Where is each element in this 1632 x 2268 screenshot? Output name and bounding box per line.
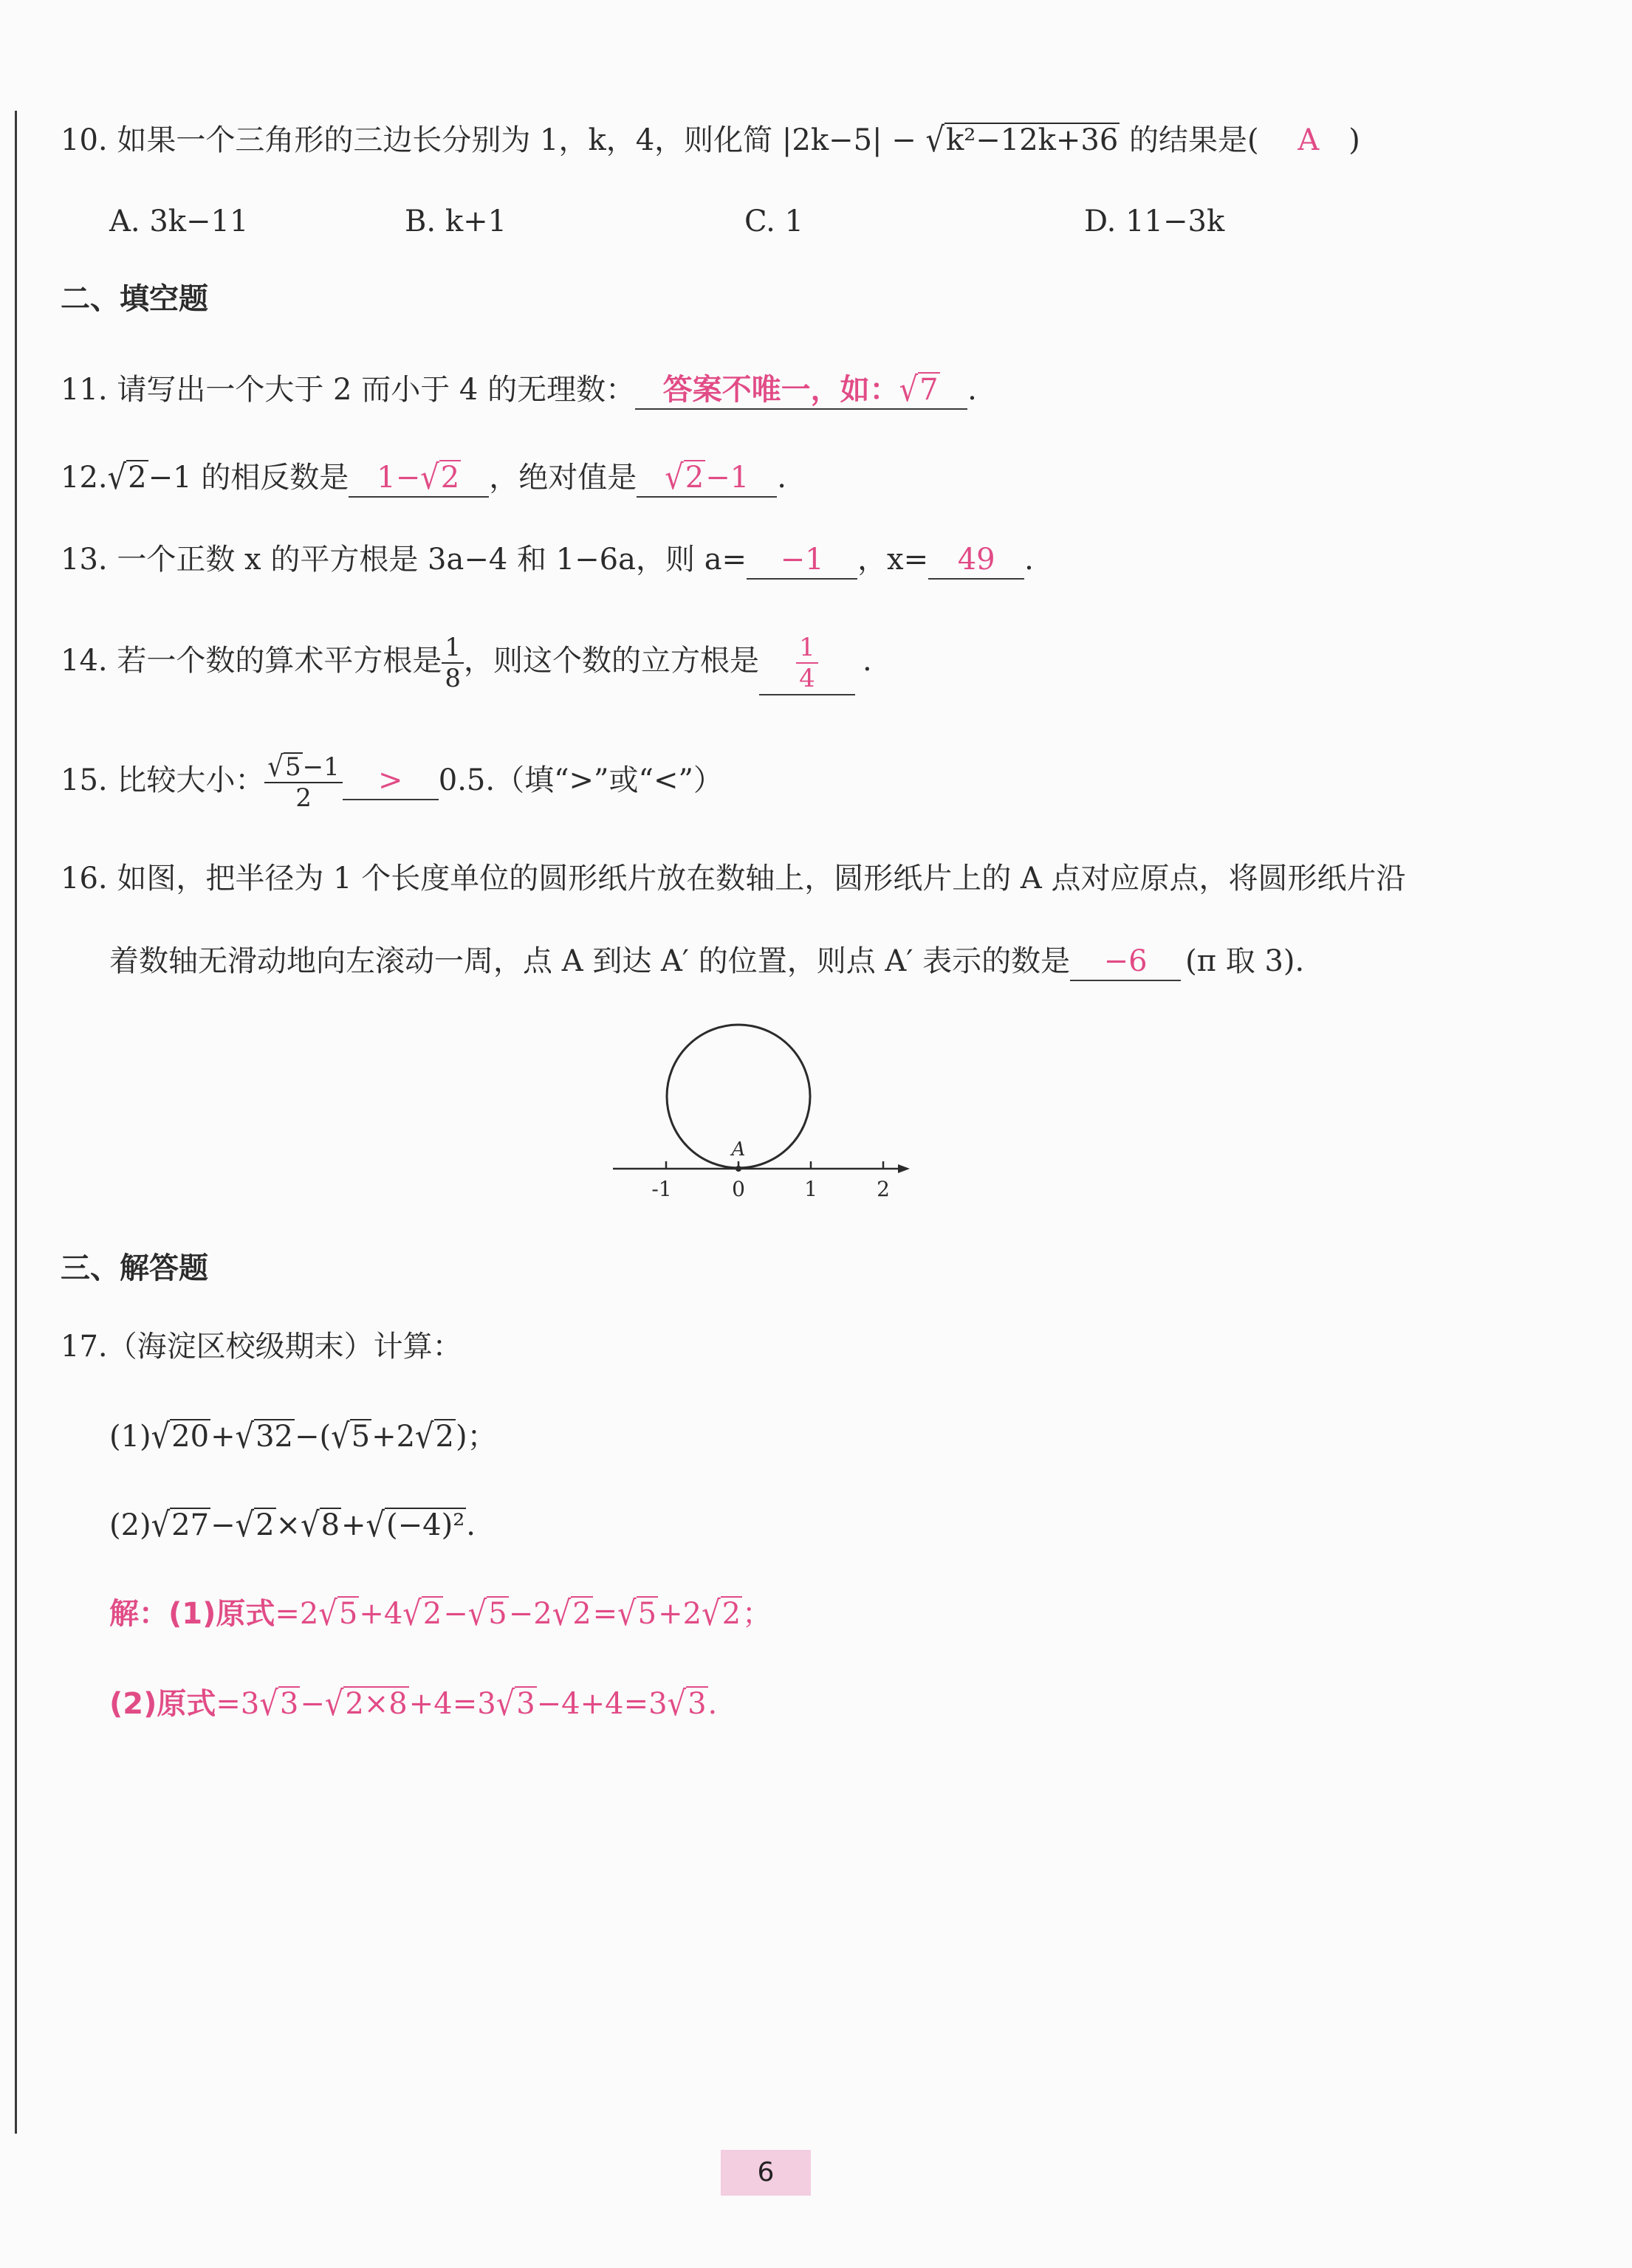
question-10: 10. 如果一个三角形的三边长分别为 1，k，4，则化简 |2k−5| − √k²−12k+36 的结果是( A ) bbox=[61, 120, 1360, 160]
point-a-label: A bbox=[731, 1138, 746, 1161]
point-a-dot bbox=[736, 1166, 741, 1172]
q17-solution-2: (2)原式=3√3−√2×8+4=3√3−4+4=3√3. bbox=[109, 1684, 718, 1724]
q16-blank: −6 bbox=[1070, 943, 1181, 981]
q14-blank: $\frac{1}{4}$ bbox=[759, 628, 855, 695]
question-11: 11. 请写出一个大于 2 而小于 4 的无理数： 答案不唯一，如：√7 . bbox=[61, 370, 977, 410]
q10-option-b: B. k+1 bbox=[405, 205, 507, 238]
q15-fraction: $\frac{√5-1}{2}$ bbox=[264, 752, 342, 813]
question-16-line-2: 着数轴无滑动地向左滚动一周，点 A 到达 A′ 的位置，则点 A′ 表示的数是 −6 (π 取 3). bbox=[109, 939, 1304, 983]
q12-blank-1: 1−√2 bbox=[349, 459, 489, 498]
section-3-title: 三、解答题 bbox=[61, 1251, 208, 1285]
question-12: 12.√2−1 的相反数是 1−√2 ，绝对值是 √2−1 . bbox=[61, 458, 786, 498]
question-17-stem: 17.（海淀区校级期末）计算： bbox=[61, 1330, 462, 1364]
tick-label-1: 1 bbox=[804, 1177, 817, 1201]
section-2-title: 二、填空题 bbox=[61, 282, 208, 316]
q13-blank-a: −1 bbox=[747, 541, 857, 580]
q15-blank: > bbox=[343, 762, 439, 800]
q12-blank-2: √2−1 bbox=[637, 459, 777, 498]
question-15: 15. 比较大小： $\frac{√5-1}{2}$ > 0.5.（填“>”或“<”） bbox=[61, 750, 723, 813]
q10-stem: 10. 如果一个三角形的三边长分别为 1，k，4，则化简 |2k−5| − bbox=[61, 123, 926, 157]
tick-label-2: 2 bbox=[877, 1177, 890, 1201]
number-line-figure bbox=[606, 1019, 930, 1211]
q11-blank: 答案不唯一，如：√7 bbox=[635, 371, 967, 410]
q10-option-a: A. 3k−11 bbox=[109, 205, 249, 238]
q10-answer: A bbox=[1297, 123, 1320, 157]
q10-radicand: k²−12k+36 bbox=[945, 123, 1119, 157]
q17-solution-1: 解：(1)原式=2√5+4√2−√5−2√2=√5+2√2； bbox=[109, 1594, 772, 1634]
question-14: 14. 若一个数的算术平方根是 $\frac{1}{8}$ ，则这个数的立方根是 $\frac{1}{4}$ . bbox=[61, 628, 872, 695]
q14-fraction: $\frac{1}{8}$ bbox=[442, 633, 464, 693]
q10-option-c: C. 1 bbox=[744, 205, 804, 238]
question-13: 13. 一个正数 x 的平方根是 3a−4 和 1−6a，则 a= −1 ，x= 49 . bbox=[61, 537, 1034, 582]
q10-option-d: D. 11−3k bbox=[1084, 205, 1225, 238]
tick-label-neg1: -1 bbox=[651, 1177, 672, 1201]
q17-part-1: (1)√20+√32−(√5+2√2)； bbox=[109, 1417, 497, 1457]
question-16-line-1: 16. 如图，把半径为 1 个长度单位的圆形纸片放在数轴上，圆形纸片上的 A 点对应原点，将圆形纸片沿 bbox=[61, 862, 1406, 896]
q13-blank-x: 49 bbox=[928, 541, 1024, 580]
tick-label-0: 0 bbox=[732, 1177, 745, 1201]
page-number: 6 bbox=[721, 2150, 811, 2196]
q17-part-2: (2)√27−√2×√8+√(−4)². bbox=[109, 1505, 476, 1545]
margin-rule bbox=[15, 111, 17, 2134]
axis-arrow bbox=[898, 1164, 910, 1173]
